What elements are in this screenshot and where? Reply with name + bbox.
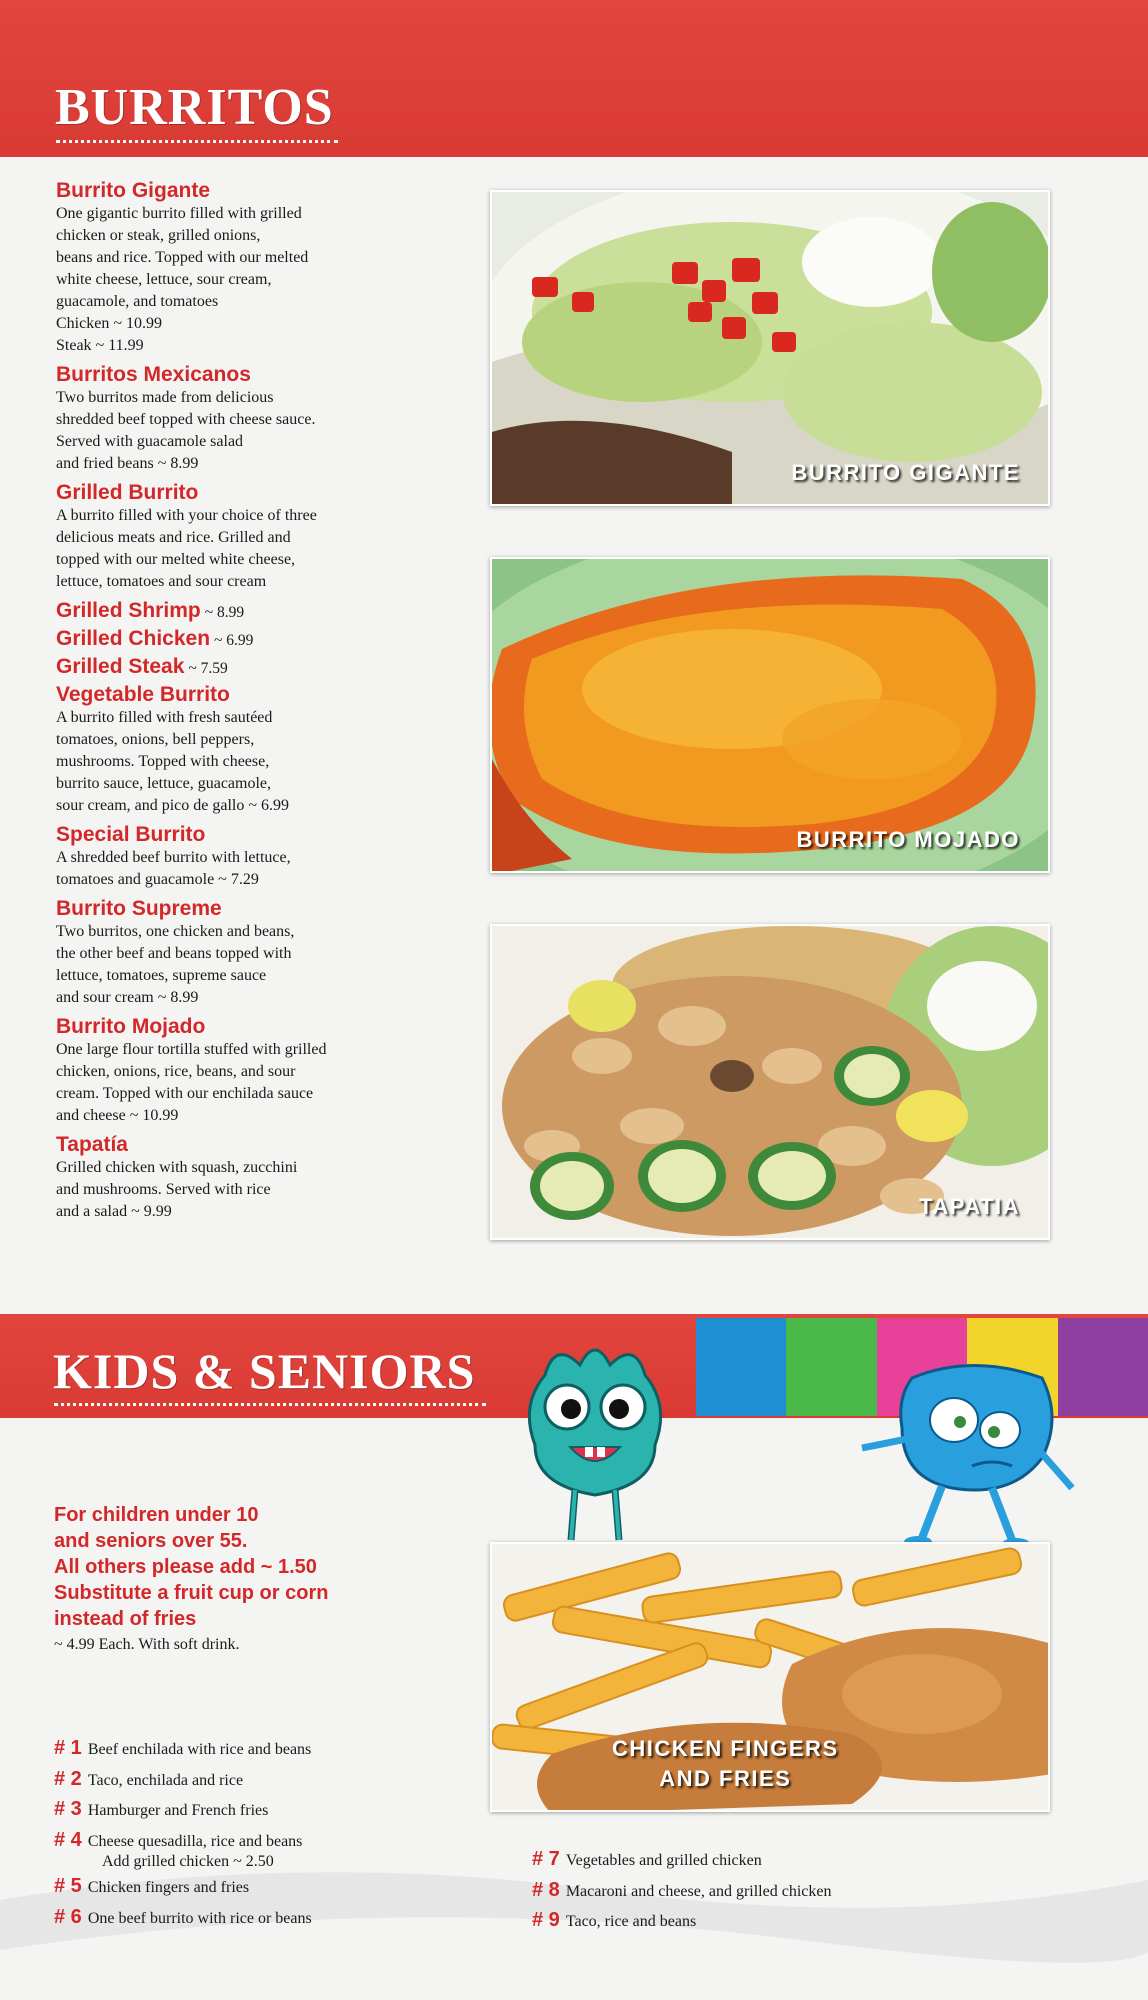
menu-item-burritos-mexicanos [56,362,496,475]
photo-caption: BURRITO GIGANTE [791,460,1020,485]
caption-line: AND FRIES [659,1766,792,1791]
combo-text: Vegetables and grilled chicken [565,1852,762,1869]
combo-text: Macaroni and cheese, and grilled chicken [565,1882,832,1900]
item-price: ~ 6.99 [214,632,254,649]
combo-number: # 5 [54,1875,82,1897]
combo-number: # 9 [532,1909,560,1931]
combo-text: Chicken fingers and fries [87,1879,250,1896]
stripe-blue [696,1318,786,1416]
combo-text: Taco, rice and beans [565,1913,697,1930]
burritos-title: BURRITOS [55,79,334,136]
item-description: A shredded beef burrito with lettuce, tomatoes and guacamole ~ 7.29 [56,849,291,888]
photo-chicken-fingers [490,1542,1050,1812]
combo-list-left [54,1734,312,1933]
item-name: Burrito Supreme [56,897,222,920]
item-name: Vegetable Burrito [56,683,230,706]
combo-number: # 2 [54,1767,82,1790]
combo-number: # 7 [532,1848,560,1870]
menu-item-grilled-steak [56,654,496,679]
intro-line: All others please add ~ 1.50 [54,1556,317,1578]
combo-item-2 [54,1765,312,1796]
kids-title: KIDS & SENIORS [53,1343,476,1399]
caption-line: CHICKEN FINGERS [612,1736,839,1761]
menu-item-burrito-supreme [56,896,496,1009]
burrito-mojado-image [492,559,1050,873]
kids-title-underline [54,1403,486,1406]
item-description: One gigantic burrito filled with grilled chicken or steak, grilled onions, beans and rice. Topped with our melted white cheese, lettuce, sour cream, guacamole, and tomatoes Chicken ~ 10.99 Steak ~ 11.99 [56,205,309,354]
teal-monster-icon [505,1335,685,1555]
intro-line: Substitute a fruit cup or corn [54,1582,329,1604]
item-name: Tapatía [56,1133,128,1156]
combo-number: # 1 [54,1737,82,1759]
item-description: One large flour tortilla stuffed with grilled chicken, onions, rice, beans, and sour cream. Topped with our enchilada sauce and cheese ~ 10.99 [56,1041,327,1124]
item-description: Two burritos made from delicious shredded beef topped with cheese sauce. Served with guacamole salad and fried beans ~ 8.99 [56,389,316,472]
combo-number: # 8 [532,1878,560,1901]
combo-item-4 [54,1826,312,1873]
combo-text: Hamburger and French fries [87,1802,269,1819]
intro-line: and seniors over 55. [54,1530,248,1552]
intro-line: For children under 10 [54,1504,259,1526]
combo-item-1 [54,1734,312,1765]
combo-item-7 [532,1845,831,1876]
item-name: Burrito Gigante [56,179,211,202]
tapatia-image [492,926,1050,1240]
menu-item-grilled-burrito [56,480,496,593]
price-note: ~ 4.99 Each. With soft drink. [54,1636,240,1653]
combo-item-3 [54,1795,312,1826]
item-price: ~ 8.99 [204,604,245,621]
combo-number: # 3 [54,1798,82,1820]
photo-caption: BURRITO MOJADO [796,827,1020,852]
item-name: Grilled Shrimp [56,599,201,622]
combo-text: One beef burrito with rice or beans [87,1909,312,1927]
item-price: ~ 7.59 [188,660,228,677]
combo-number: # 6 [54,1905,82,1928]
menu-item-burrito-mojado [56,1014,496,1127]
burritos-title-underline [56,140,338,143]
intro-line: instead of fries [54,1608,197,1630]
item-description: Two burritos, one chicken and beans, the other beef and beans topped with lettuce, tomatoes, supreme sauce and sour cream ~ 8.99 [56,923,295,1006]
combo-item-8 [532,1876,831,1907]
item-name: Grilled Steak [56,655,185,678]
menu-item-grilled-chicken [56,626,496,651]
combo-text: Cheese quesadilla, rice and beans [87,1832,303,1850]
combo-text: Beef enchilada with rice and beans [87,1741,312,1758]
combo-item-5 [54,1872,312,1903]
combo-item-6 [54,1903,312,1934]
burritos-menu-list [56,178,496,1228]
menu-item-grilled-shrimp [56,598,496,623]
item-description: A burrito filled with fresh sautéed tomatoes, onions, bell peppers, mushrooms. Topped with cheese, burrito sauce, lettuce, guacamole, sour cream, and pico de gallo ~ 6.99 [56,709,290,814]
blue-monster-icon [842,1348,1082,1558]
item-name: Burritos Mexicanos [56,363,251,386]
combo-number: # 4 [54,1828,82,1851]
burrito-gigante-image [492,192,1050,506]
photo-caption: TAPATIA [919,1194,1020,1219]
kids-intro [54,1502,474,1656]
photo-burrito-gigante [490,190,1050,506]
photo-tapatia [490,924,1050,1240]
menu-item-tapatia [56,1132,496,1223]
photo-burrito-mojado [490,557,1050,873]
menu-item-special-burrito [56,822,496,891]
menu-item-vegetable-burrito [56,682,496,817]
photo-caption [612,1734,839,1794]
item-name: Special Burrito [56,823,206,846]
item-description: A burrito filled with your choice of three delicious meats and rice. Grilled and topped with our melted white cheese, lettuce, tomatoes and sour cream [56,507,317,590]
item-name: Burrito Mojado [56,1015,206,1038]
combo-list-right [532,1845,831,1937]
combo-subtext: Add grilled chicken ~ 2.50 [102,1853,274,1870]
combo-item-9 [532,1906,831,1937]
item-name: Grilled Burrito [56,481,199,504]
menu-item-burrito-gigante [56,178,496,357]
item-name: Grilled Chicken [56,627,211,650]
combo-text: Taco, enchilada and rice [87,1771,244,1789]
item-description: Grilled chicken with squash, zucchini and mushrooms. Served with rice and a salad ~ 9.99 [56,1159,298,1220]
